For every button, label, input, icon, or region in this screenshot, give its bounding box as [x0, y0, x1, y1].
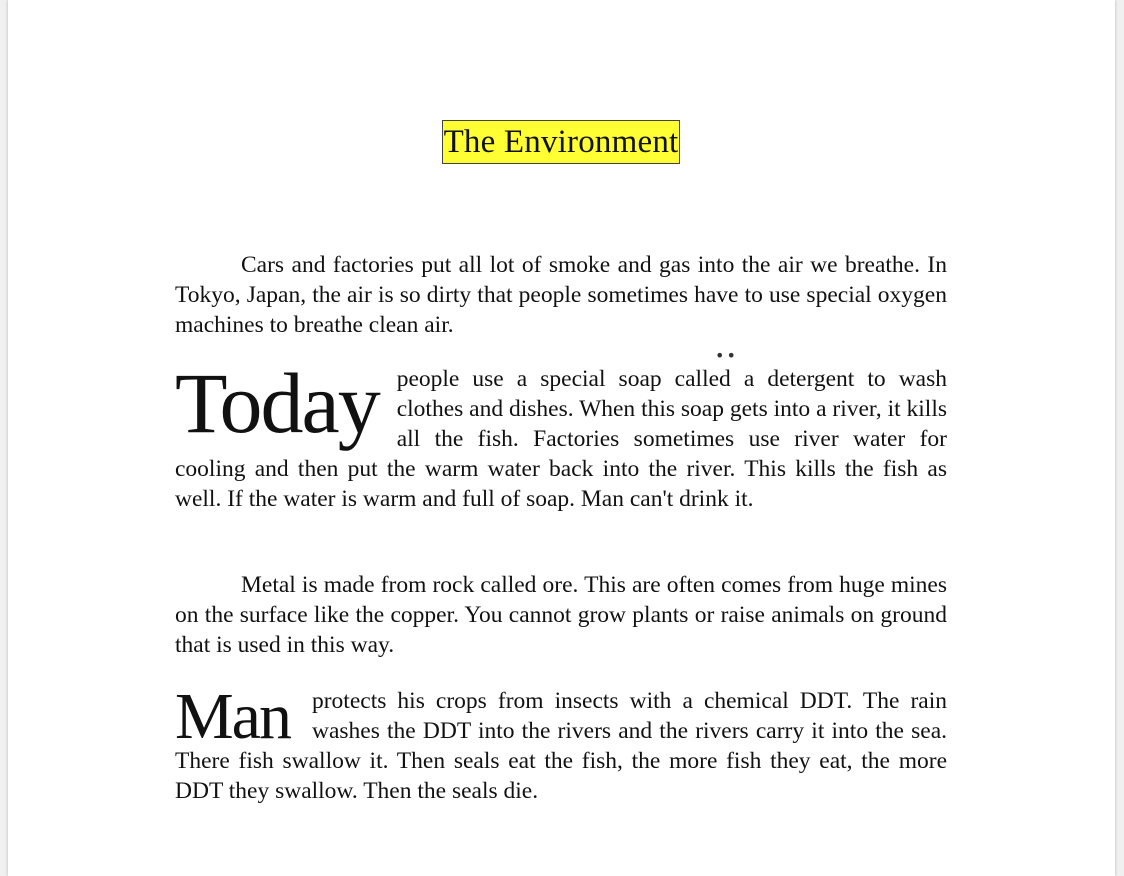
paragraph-text: people use a special soap called a detergent to wash clothes and dishes. When this soap gets into a river, it kills all the fish. Factories sometimes use river water for cooling and then put the warm water back into the river. This kills the fish as well. If the water is warm and full of soap. Man can't drink it. [175, 366, 947, 512]
dropcap-man: Man [175, 680, 290, 753]
paragraph-man [175, 680, 947, 806]
paragraph-text: Cars and factories put all lot of smoke and gas into the air we breathe. In Tokyo, Japan, the air is so dirty that people sometimes have to use special oxygen machines to breathe clean air. [175, 252, 947, 338]
dropcap-today: Today [175, 355, 379, 451]
paragraph-text: protects his crops from insects with a chemical DDT. The rain washes the DDT into the rivers and the rivers carry it into the sea. There fish swallow it. Then seals eat the fish, the more fish they eat, the more DDT they swallow. Then the seals die. [175, 688, 947, 804]
document-title: The Environment [442, 120, 681, 164]
title-wrapper [175, 120, 947, 164]
paragraph-text: Metal is made from rock called ore. This are often comes from huge mines on the surface like the copper. You cannot grow plants or raise animals on ground that is used in this way. [175, 572, 947, 658]
paragraph-metal [175, 570, 947, 660]
paragraph-cars [175, 250, 947, 340]
document-page [8, 0, 1115, 876]
paragraph-today [175, 355, 947, 514]
stray-dots-mark: •• [715, 346, 738, 365]
